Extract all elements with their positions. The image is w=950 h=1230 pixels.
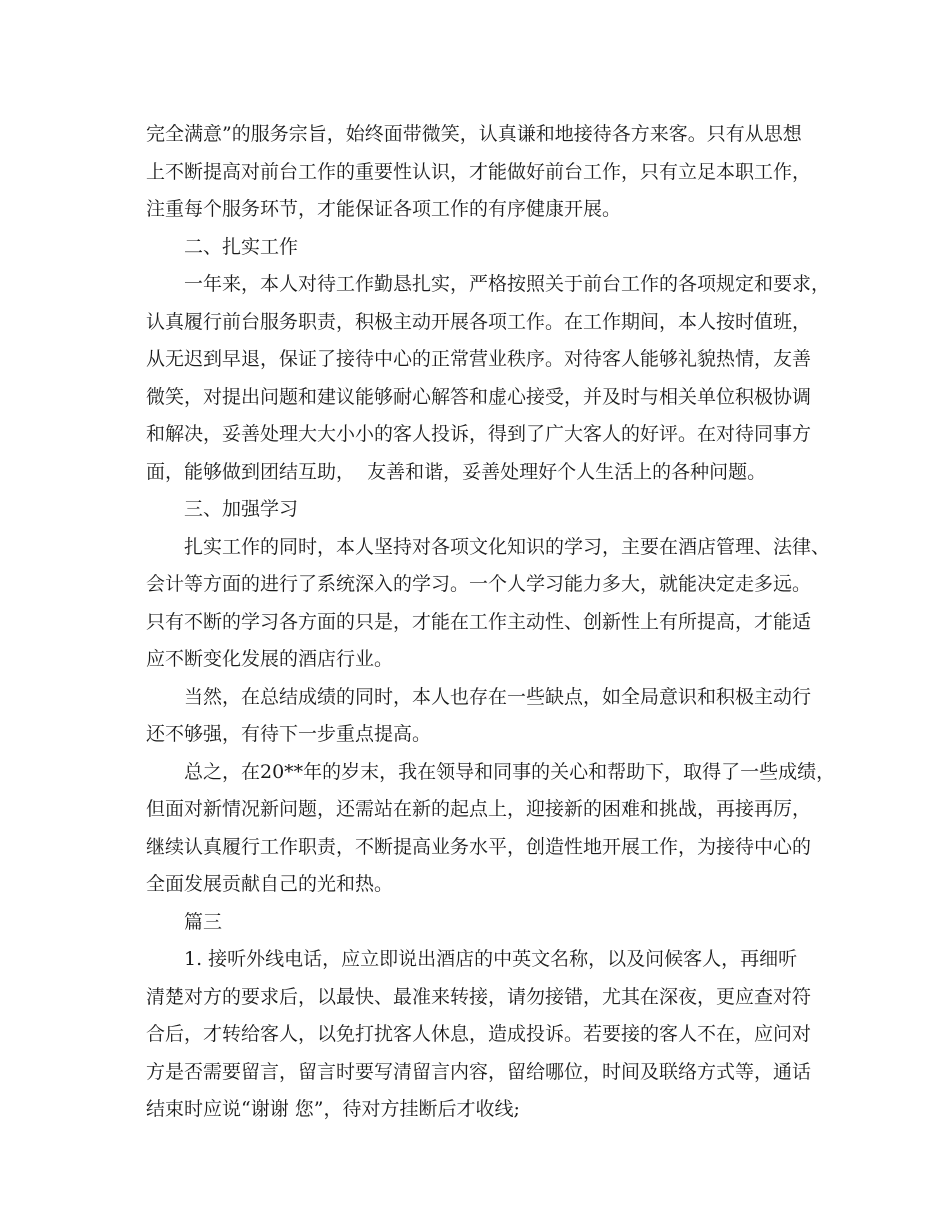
paragraph-line: 还不够强，有待下一步重点提高。	[146, 723, 432, 745]
paragraph-line: 合后，才转给客人，以免打扰客人休息，造成投诉。若要接的客人不在，应问对	[146, 1023, 812, 1045]
paragraph-line: 全面发展贡献自己的光和热。	[146, 873, 394, 895]
paragraph-line: 注重每个服务环节，才能保证各项工作的有序健康开展。	[146, 198, 622, 220]
paragraph-line: 只有不断的学习各方面的只是，才能在工作主动性、创新性上有所提高，才能适	[146, 610, 812, 633]
paragraph-line: 继续认真履行工作职责，不断提高业务水平，创造性地开展工作，为接待中心的	[146, 835, 812, 858]
paragraph-line: 和解决，妥善处理大大小小的客人投诉，得到了广大客人的好评。在对待同事方	[146, 423, 812, 445]
paragraph-line: 上不断提高对前台工作的重要性认识，才能做好前台工作，只有立足本职工作，	[146, 160, 812, 183]
paragraph-line: 微笑，对提出问题和建议能够耐心解答和虚心接受，并及时与相关单位积极协调	[146, 385, 812, 408]
paragraph-line: 清楚对方的要求后，以最快、最准来转接，请勿接错，尤其在深夜，更应查对符	[146, 985, 812, 1008]
paragraph-line: 当然，在总结成绩的同时，本人也存在一些缺点，如全局意识和积极主动行	[184, 685, 812, 708]
paragraph-line: 但面对新情况新问题，还需站在新的起点上，迎接新的困难和挑战，再接再厉，	[146, 798, 812, 820]
paragraph-line: 会计等方面的进行了系统深入的学习。一个人学习能力多大，就能决定走多远。	[146, 573, 812, 595]
section-heading: 篇三	[184, 910, 223, 933]
paragraph-line: 结束时应说“谢谢 您”，待对方挂断后才收线;	[146, 1098, 520, 1120]
paragraph-line: 完全满意”的服务宗旨，始终面带微笑，认真谦和地接待各方来客。只有从思想	[146, 123, 802, 145]
paragraph-line: 总之，在20**年的岁末，我在领导和同事的关心和帮助下，取得了一些成绩，	[184, 760, 836, 783]
paragraph-line: 1. 接听外线电话，应立即说出酒店的中英文名称，以及问候客人，再细听	[184, 948, 798, 970]
paragraph-line: 认真履行前台服务职责，积极主动开展各项工作。在工作期间，本人按时值班，	[146, 310, 812, 333]
paragraph-line: 面，能够做到团结互助， 友善和谐，妥善处理好个人生活上的各种问题。	[146, 460, 767, 483]
document-body	[146, 116, 836, 1129]
paragraph-line: 从无迟到早退，保证了接待中心的正常营业秩序。对待客人能够礼貌热情，友善	[146, 348, 812, 370]
paragraph-line: 一年来，本人对待工作勤恳扎实，严格按照关于前台工作的各项规定和要求，	[184, 273, 831, 295]
section-heading: 三、加强学习	[184, 498, 299, 520]
paragraph-line: 方是否需要留言，留言时要写清留言内容，留给哪位，时间及联络方式等，通话	[146, 1060, 812, 1083]
section-heading: 二、扎实工作	[184, 235, 299, 258]
paragraph-line: 应不断变化发展的酒店行业。	[146, 648, 394, 670]
paragraph-line: 扎实工作的同时，本人坚持对各项文化知识的学习，主要在酒店管理、法律、	[184, 535, 831, 558]
